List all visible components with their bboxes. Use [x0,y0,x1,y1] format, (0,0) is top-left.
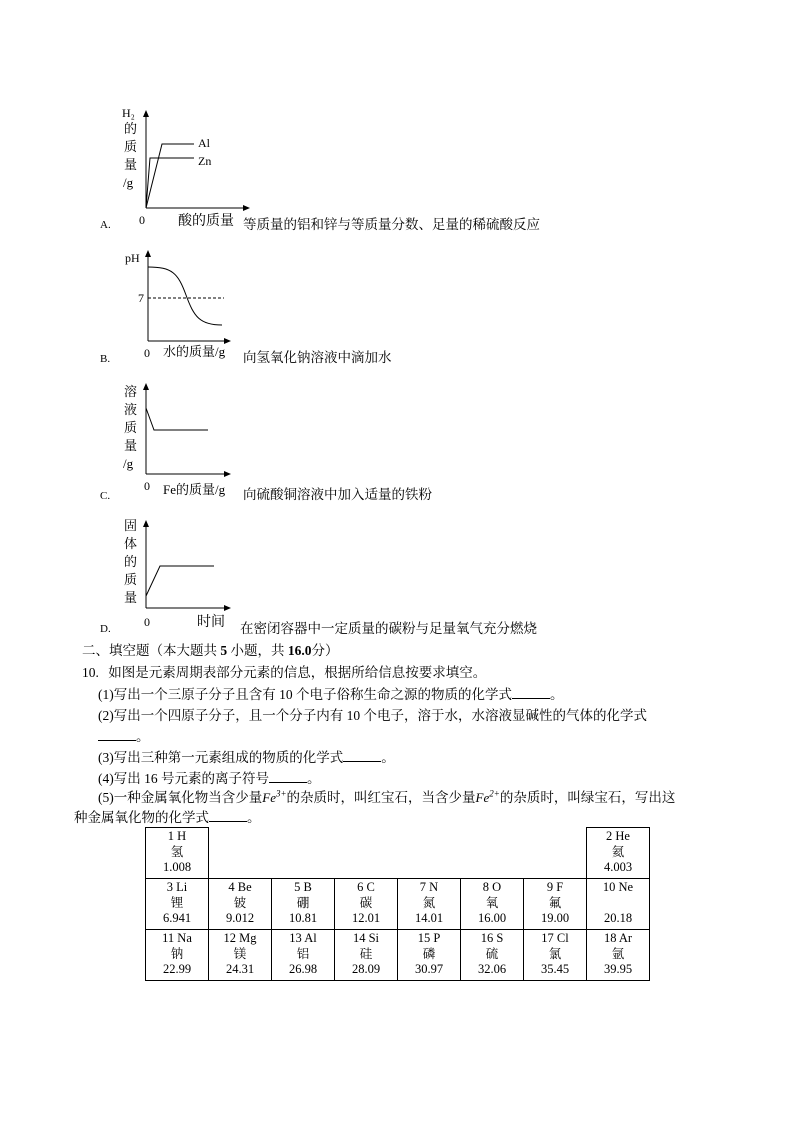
element-cell-mg [209,930,272,981]
graph-c [100,378,460,506]
element-cell-be [209,879,272,930]
graph-a-ylabel-1: H₂ [122,106,135,120]
q10-part-2-text: (2)写出一个四原子分子，且一个分子内有 10 个电子，溶于水，水溶液显碱性的气体的化学式 [98,708,647,723]
graph-c-letter: C. [100,490,111,502]
element-f-number-symbol: 9 F [546,880,564,894]
graph-d-xlabel: 时间 [197,615,225,630]
section-2-heading [82,639,339,659]
section-2-heading-mid: 小题，共 [227,643,288,658]
element-s-number-symbol: 16 S [480,931,504,945]
element-si-mass: 28.09 [351,962,381,976]
graph-a-letter: A. [100,219,111,231]
graph-a-x-arrow [243,205,250,211]
section-2-question-count: 5 [220,643,228,658]
element-mg-number-symbol: 12 Mg [223,931,257,945]
element-c-mass: 12.01 [351,911,381,925]
element-na-name: 钠 [170,946,184,961]
q10-part-4 [98,767,321,787]
q10-part-1-blank[interactable] [512,686,550,699]
element-li-number-symbol: 3 Li [166,880,188,894]
section-2-heading-post: 分） [311,643,339,658]
q10-part-3-text: (3)写出三种第一元素组成的物质的化学式 [98,750,344,765]
graph-a-xlabel: 酸的质量 [178,214,234,229]
q10-part-5 [98,786,675,806]
q10-intro: 如图是元素周期表部分元素的信息，根据所给信息按要求填空。 [108,665,487,680]
fe2-ion-charge: 2+ [489,788,500,799]
graph-a-series-zn-line [146,158,194,208]
element-he-name: 氦 [611,844,625,859]
fe3-ion [262,790,286,805]
element-cell-al [272,930,335,981]
graph-c-mass-line [146,408,208,430]
element-al-number-symbol: 13 Al [289,931,317,945]
element-li-mass: 6.941 [162,911,192,925]
graph-a-ylabel-2: 的 [124,121,138,136]
graph-a-series-al-line [146,144,194,208]
element-cell-ne [587,879,650,930]
element-al-mass: 26.98 [288,962,318,976]
element-he-mass: 4.003 [603,860,633,874]
graph-a [100,100,560,240]
q10-part-2-end: 。 [136,729,150,744]
periodic-table-row-2 [146,879,650,930]
element-n-number-symbol: 7 N [419,880,439,894]
element-cl-name: 氯 [548,946,562,961]
element-si-name: 硅 [359,946,373,961]
element-p-mass: 30.97 [414,962,444,976]
graph-c-ylabel-5: /g [123,456,134,471]
graph-b-ytick-7: 7 [138,291,144,305]
graph-b-caption: 向氢氧化钠溶液中滴加水 [243,350,392,365]
element-c-number-symbol: 6 C [357,880,375,894]
graph-b-origin: 0 [144,346,150,360]
graph-a-ylabel-3: 质 [124,139,138,154]
element-s-name: 硫 [485,946,499,961]
element-be-name: 铍 [233,895,247,910]
graph-c-ylabel-3: 质 [124,420,138,435]
section-2-heading-pre: 二、填空题（本大题共 [82,643,221,658]
periodic-table-row-1 [146,828,650,879]
periodic-table-gap [209,828,587,879]
graph-a-series-zn-label: Zn [198,154,212,168]
graph-a-ylabel-4: 量 [124,157,138,172]
element-h-number-symbol: 1 H [167,829,187,843]
graph-d-origin: 0 [144,615,150,629]
element-cell-o [461,879,524,930]
q10-part-3-end: 。 [381,750,395,765]
element-cell-c [335,879,398,930]
q10-part-5-end: 。 [247,810,261,825]
graph-b-letter: B. [100,353,111,365]
element-cl-number-symbol: 17 Cl [541,931,569,945]
element-b-mass: 10.81 [288,911,318,925]
graph-c-ylabel-4: 量 [124,438,138,453]
graph-d-caption: 在密闭容器中一定质量的碳粉与足量氧气充分燃烧 [240,621,537,636]
graph-d-letter: D. [100,623,111,635]
fe3-ion-charge: 3+ [275,788,287,799]
element-cell-f [524,879,587,930]
element-ne-number-symbol: 10 Ne [602,880,634,894]
q10-part-4-end: 。 [307,771,321,786]
element-b-name: 硼 [296,895,310,910]
graph-c-xlabel: Fe的质量/g [163,482,226,497]
q10-part-4-blank[interactable] [269,770,307,783]
q10-part-5-text-b: 的杂质时，叫红宝石，当含少量 [286,790,476,805]
element-mg-mass: 24.31 [225,962,255,976]
graph-c-x-arrow [224,471,231,477]
element-al-name: 铝 [296,946,310,961]
element-cell-cl [524,930,587,981]
element-n-mass: 14.01 [414,911,444,925]
graph-d-ylabel-1: 固 [124,518,138,533]
element-na-mass: 22.99 [162,962,192,976]
q10-part-2-cont [98,725,150,745]
q10-part-5-cont [74,806,261,826]
element-p-number-symbol: 15 P [417,931,441,945]
element-ar-number-symbol: 18 Ar [603,931,633,945]
element-be-mass: 9.012 [225,911,255,925]
element-ar-name: 氩 [611,946,625,961]
q10-part-1-end: 。 [550,687,564,702]
q10-part-1 [98,683,564,703]
q10-intro-line [82,661,486,681]
section-2-total-score: 16.0 [287,643,312,658]
element-o-name: 氧 [485,895,499,910]
element-o-mass: 16.00 [477,911,507,925]
q10-number: 10. [82,665,99,680]
graph-d-y-arrow [143,520,149,527]
q10-part-5-text-c: 的杂质时，叫绿宝石，写出这 [499,790,676,805]
q10-part-1-text: (1)写出一个三原子分子且含有 10 个电子俗称生命之源的物质的化学式 [98,687,512,702]
graph-b-ph-curve [148,267,222,325]
graph-b-y-arrow [145,250,151,257]
q10-part-3-blank[interactable] [343,749,381,762]
element-n-name: 氮 [422,895,436,910]
q10-part-4-text: (4)写出 16 号元素的离子符号 [98,771,269,786]
fe2-ion-base: Fe [475,790,490,805]
graph-d-ylabel-3: 的 [124,554,138,569]
element-f-name: 氟 [548,895,562,910]
graph-a-y-arrow [143,110,149,117]
element-cell-he [587,828,650,879]
element-cell-n [398,879,461,930]
element-f-mass: 19.00 [540,911,570,925]
element-mg-name: 镁 [233,946,247,961]
graph-b-ylabel: pH [125,251,140,265]
element-si-number-symbol: 14 Si [352,931,380,945]
element-ar-mass: 39.95 [603,962,633,976]
element-h-name: 氢 [170,844,184,859]
fe2-ion [476,790,500,805]
graph-c-ylabel-2: 液 [124,402,138,417]
q10-part-5-blank[interactable] [209,809,247,822]
element-cell-h [146,828,209,879]
element-cell-p [398,930,461,981]
graph-c-origin: 0 [144,479,150,493]
q10-part-2 [98,704,647,724]
graph-a-caption: 等质量的铝和锌与等质量分数、足量的稀硫酸反应 [243,217,540,232]
element-c-name: 碳 [359,895,373,910]
element-h-mass: 1.008 [162,860,192,874]
graph-a-ylabel-5: /g [123,175,134,190]
fe3-ion-base: Fe [262,790,276,805]
graph-d-mass-line [146,566,214,596]
element-p-name: 磷 [422,946,436,961]
element-cell-si [335,930,398,981]
periodic-table-row-3 [146,930,650,981]
periodic-table [145,827,650,981]
element-o-number-symbol: 8 O [482,880,502,894]
element-ne-name [587,896,649,912]
element-cell-ar [587,930,650,981]
element-cell-s [461,930,524,981]
graph-c-caption: 向硫酸铜溶液中加入适量的铁粉 [243,487,432,502]
element-li-name: 锂 [170,895,184,910]
element-cell-li [146,879,209,930]
q10-part-5-text-a: (5)一种金属氧化物当含少量 [98,790,263,805]
graph-d-ylabel-5: 量 [124,590,138,605]
graph-d-ylabel-4: 质 [124,572,138,587]
element-be-number-symbol: 4 Be [228,880,252,894]
q10-part-2-blank[interactable] [98,728,136,741]
element-b-number-symbol: 5 B [294,880,312,894]
element-he-number-symbol: 2 He [606,829,630,843]
element-s-mass: 32.06 [477,962,507,976]
element-ne-mass: 20.18 [603,911,633,925]
graph-c-y-arrow [143,383,149,390]
graph-a-series-al-label: Al [198,136,210,150]
graph-d-x-arrow [224,605,231,611]
element-cell-na [146,930,209,981]
graph-d [100,512,560,638]
graph-a-origin: 0 [139,213,145,227]
element-cl-mass: 35.45 [540,962,570,976]
element-cell-b [272,879,335,930]
graph-b [100,245,440,370]
graph-b-xlabel: 水的质量/g [163,344,226,359]
q10-part-3 [98,746,395,766]
q10-part-5-text-d: 种金属氧化物的化学式 [74,810,209,825]
graph-d-ylabel-2: 体 [124,536,138,551]
graph-c-ylabel-1: 溶 [124,384,138,399]
element-na-number-symbol: 11 Na [162,931,192,945]
